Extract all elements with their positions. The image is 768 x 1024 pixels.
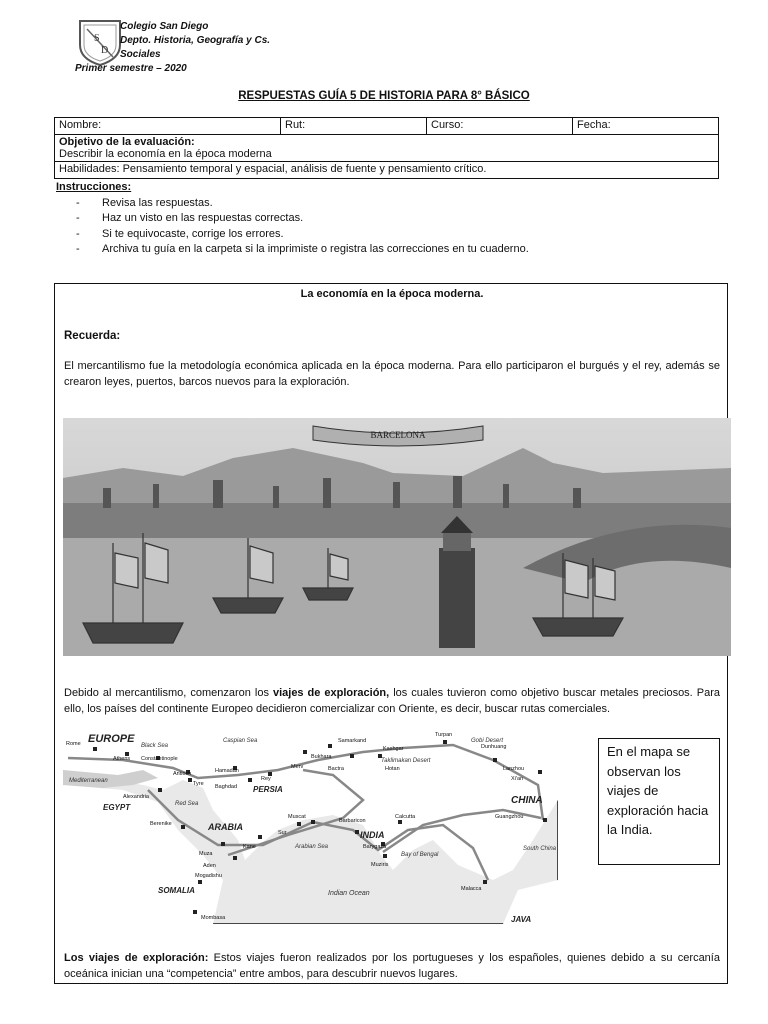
mercantilismo-paragraph: El mercantilismo fue la metodología económica aplicada en la época moderna. Para ello participaron el burgués y el rey, además se crearon leyes, puertos, barcos nuevos para la exploración. xyxy=(64,360,720,388)
lighthouse-tower xyxy=(439,516,475,648)
map-city-berenike: Berenike xyxy=(150,821,172,827)
map-sea-black: Black Sea xyxy=(141,743,169,749)
student-info-table xyxy=(54,117,719,179)
map-sea-mediterranean: Mediterranean xyxy=(69,778,108,784)
instructions xyxy=(56,180,529,258)
exploracion-bold: Los viajes de exploración: xyxy=(64,952,209,964)
school-name: Colegio San Diego xyxy=(120,21,209,32)
viajes-text-after: los cuales tuvieron como objetivo buscar metales preciosos. Para ello, los países del continente Europeo decidieron comercializar con Oriente, es decir, buscar rutas comerciales. xyxy=(64,687,720,715)
map-city-mogadishu: Mogadishu xyxy=(195,873,222,879)
map-city-barygaza: Barygaza xyxy=(363,844,387,850)
map-note-box: En el mapa se observan los viajes de exploración hacia la India. xyxy=(598,738,720,865)
content-box xyxy=(54,283,728,984)
map-city-samarkand: Samarkand xyxy=(338,738,367,744)
logo-letter-d: D xyxy=(101,45,109,56)
exploracion-paragraph xyxy=(64,951,720,982)
map-city-mombasa: Mombasa xyxy=(201,915,226,921)
instructions-heading: Instrucciones: xyxy=(56,181,132,193)
habilidades-cell: Habilidades: Pensamiento temporal y espacial, análisis de fuente y pensamiento crítico. xyxy=(55,162,719,179)
objetivo-cell xyxy=(55,135,719,162)
logo-letter-s: S xyxy=(94,33,100,44)
page-title: RESPUESTAS GUÍA 5 DE HISTORIA PARA 8° BÁSICO xyxy=(238,90,530,102)
map-city-lanzhou: Lanzhou xyxy=(503,766,525,772)
map-city-hamadan: Hamadan xyxy=(215,768,239,774)
map-sea-arabian: Arabian Sea xyxy=(295,844,329,850)
instruction-item: - Si te equivocaste, corrige los errores. xyxy=(76,227,529,243)
map-region-java: JAVA xyxy=(511,915,532,924)
map-city-sur: Sur xyxy=(278,830,287,836)
map-city-antioch: Antioch xyxy=(173,771,192,777)
map-sea-bengal: Bay of Bengal xyxy=(401,852,439,858)
map-city-guangzhou: Guangzhou xyxy=(495,814,524,820)
map-region-india: INDIA xyxy=(360,830,385,840)
map-city-rey: Rey xyxy=(261,776,271,782)
map-city-calcutta: Calcutta xyxy=(395,814,416,820)
map-city-dunhuang: Dunhuang xyxy=(481,744,507,750)
map-city-alexandria: Alexandria xyxy=(123,794,149,800)
map-city-merv: Merv xyxy=(291,764,304,770)
school-department-cont: Sociales xyxy=(120,49,161,60)
map-region-somalia: SOMALIA xyxy=(158,886,195,895)
map-city-bactra: Bactra xyxy=(328,766,344,772)
map-city-muscat: Muscat xyxy=(288,814,306,820)
map-city-turpan: Turpan xyxy=(435,732,453,738)
map-region-arabia: ARABIA xyxy=(208,822,243,832)
school-semester: Primer semestre – 2020 xyxy=(75,63,187,74)
map-sea-indian-ocean: Indian Ocean xyxy=(328,890,370,897)
fecha-field[interactable]: Fecha: xyxy=(573,118,719,135)
map-city-aden: Aden xyxy=(203,863,216,869)
image-caption-barcelona: BARCELONA xyxy=(370,430,426,440)
instruction-item: - Revisa las respuestas. xyxy=(76,196,529,212)
instruction-item: - Archiva tu guía en la carpeta si la imprimiste o registra las correcciones en tu cuaderno. xyxy=(76,242,529,258)
map-sea-south-china: South China xyxy=(523,846,557,852)
map-region-china: CHINA xyxy=(511,795,543,806)
map-sea-red: Red Sea xyxy=(175,801,199,807)
viajes-text-before: Debido al mercantilismo, comenzaron los xyxy=(64,687,273,699)
map-city-kane: Kane xyxy=(243,844,256,850)
map-sea-caspian: Caspian Sea xyxy=(223,738,258,744)
instruction-item: - Haz un visto en las respuestas correctas. xyxy=(76,211,529,227)
map-city-kashgar: Kashgar xyxy=(383,746,404,752)
rut-field[interactable]: Rut: xyxy=(281,118,427,135)
objetivo-label: Objetivo de la evaluación: xyxy=(59,136,195,148)
school-info xyxy=(75,20,270,76)
section-title: La economía en la época moderna. xyxy=(300,288,484,300)
map-gobi-desert: Gobi Desert xyxy=(471,738,504,744)
map-city-bukhara: Bukhara xyxy=(311,754,332,760)
map-city-muziris: Muziris xyxy=(371,862,389,868)
objetivo-text: Describir la economía en la época moderna xyxy=(59,148,272,160)
map-city-tyre: Tyre xyxy=(193,781,204,787)
map-taklimakan-desert: Taklimakan Desert xyxy=(381,758,431,764)
map-city-constantinople: Constantinople xyxy=(141,756,178,762)
map-city-athens: Athens xyxy=(113,756,131,762)
school-department: Depto. Historia, Geografía y Cs. xyxy=(120,35,271,46)
exploracion-text: Estos viajes fueron realizados por los portugueses y los españoles, quienes debido a su cercanía oceánica inician una “competencia” entre ambos, para descubrir nuevos lugares. xyxy=(64,952,720,980)
viajes-bold: viajes de exploración, xyxy=(272,687,390,699)
map-city-muza: Muza xyxy=(199,851,213,857)
map-region-europe: EUROPE xyxy=(88,733,135,745)
nombre-field[interactable]: Nombre: xyxy=(55,118,281,135)
map-city-barbaricon: Barbaricon xyxy=(339,818,366,824)
map-city-xian: Xi'an xyxy=(511,776,524,782)
map-city-malacca: Malacca xyxy=(461,886,482,892)
recuerda-label: Recuerda: xyxy=(64,330,121,342)
map-city-rome: Rome xyxy=(66,741,81,747)
map-city-baghdad: Baghdad xyxy=(215,784,238,790)
viajes-paragraph xyxy=(64,686,720,717)
trade-routes-map xyxy=(63,730,558,924)
map-city-hotan: Hotan xyxy=(385,766,400,772)
map-region-persia: PERSIA xyxy=(253,785,283,794)
map-region-egypt: EGYPT xyxy=(103,803,131,812)
barcelona-harbor-image xyxy=(63,418,731,656)
curso-field[interactable]: Curso: xyxy=(427,118,573,135)
